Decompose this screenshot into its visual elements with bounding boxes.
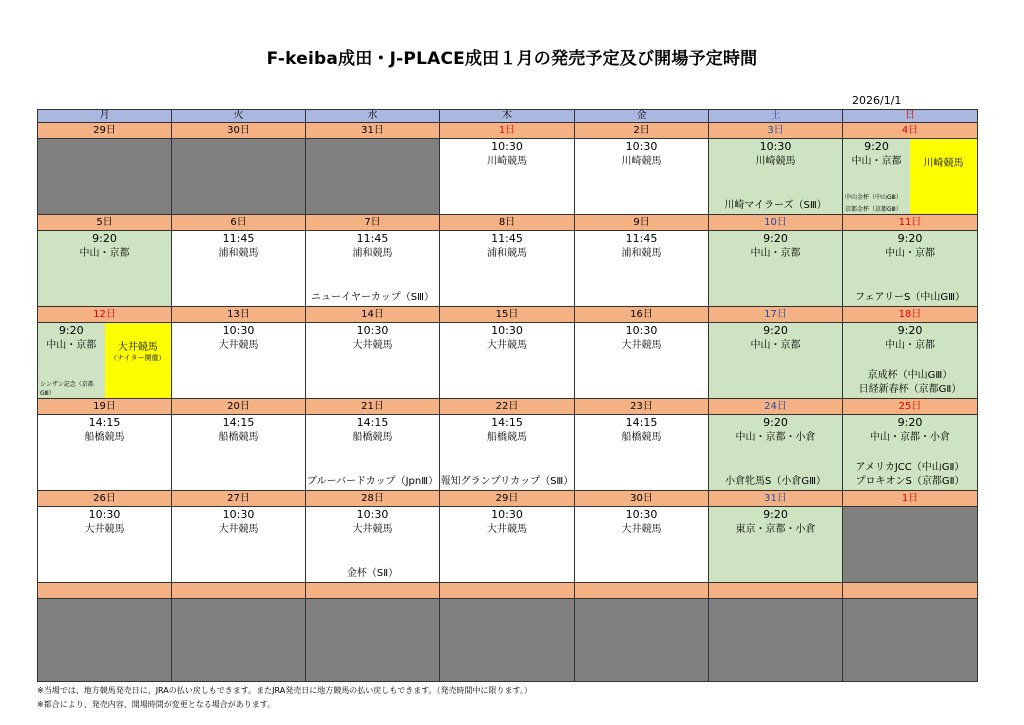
race-name: 小倉牝馬S（小倉GⅢ）: [725, 476, 826, 487]
day-number: 28日: [306, 491, 440, 507]
day-number: 10日: [709, 215, 843, 231]
schedule-cell: [306, 323, 440, 399]
schedule-cell: [440, 139, 575, 215]
issue-date: 2026/1/1: [852, 94, 902, 107]
closed-cell: [172, 139, 306, 215]
race-name: プロキオンS（京都GⅡ）: [855, 476, 965, 487]
venue: 中山・京都: [885, 248, 935, 259]
day-number: 3日: [709, 123, 843, 139]
day-number: 30日: [575, 491, 709, 507]
venue: 中山・京都: [750, 340, 801, 351]
closed-cell: [843, 599, 978, 682]
schedule-cell: [306, 415, 440, 491]
open-time: 10:30: [88, 508, 121, 521]
open-time: 9:20: [864, 140, 889, 153]
schedule-cell: [306, 231, 440, 307]
race-name: 中山金杯（中山GⅢ）: [845, 194, 902, 201]
day-number: 12日: [38, 307, 172, 323]
schedule-row: [38, 507, 978, 583]
schedule-cell: [440, 323, 575, 399]
closed-cell: [38, 599, 172, 682]
closed-cell: [306, 139, 440, 215]
schedule-cell: [575, 323, 709, 399]
day-number: [440, 583, 575, 599]
venue: 大井競馬: [352, 340, 393, 351]
day-number: 26日: [38, 491, 172, 507]
schedule-row: [38, 231, 978, 307]
venue: 大井競馬: [218, 524, 259, 535]
venue: 中山・京都・小倉: [870, 432, 950, 443]
weekday-tue: 火: [172, 110, 306, 123]
open-time: 10:30: [491, 324, 523, 337]
schedule-cell: [843, 323, 978, 399]
schedule-cell: [38, 507, 172, 583]
day-number: 5日: [38, 215, 172, 231]
schedule-cell: [38, 231, 172, 307]
open-time: 10:30: [625, 140, 658, 153]
venue-alt: 川崎競馬: [923, 158, 964, 169]
day-number-row: [38, 491, 978, 507]
schedule-cell: [172, 507, 306, 583]
day-number-row: [38, 215, 978, 231]
venue: 浦和競馬: [352, 248, 393, 259]
venue: 浦和競馬: [621, 248, 662, 259]
open-time: 11:45: [491, 232, 523, 245]
day-number: 30日: [172, 123, 306, 139]
open-time: 14:15: [222, 416, 255, 429]
race-name: 川崎マイラーズ（SⅢ）: [724, 200, 827, 211]
venue: 川崎競馬: [621, 156, 662, 167]
weekday-fri: 金: [575, 110, 709, 123]
day-number: 25日: [843, 399, 978, 415]
open-time: 10:30: [625, 508, 658, 521]
schedule-row: [38, 139, 978, 215]
closed-cell: [843, 507, 978, 583]
page-title: F-keiba成田・J-PLACE成田１月の発売予定及び開場予定時間: [266, 49, 758, 69]
day-number: 6日: [172, 215, 306, 231]
day-number: [709, 583, 843, 599]
open-time: 9:20: [897, 232, 923, 245]
day-number: [575, 583, 709, 599]
venue: 中山・京都: [885, 340, 935, 351]
weekday-mon: 月: [38, 110, 172, 123]
venue: 川崎競馬: [487, 156, 527, 167]
schedule-cell: [709, 323, 843, 399]
closed-cell: [306, 599, 440, 682]
race-name: フェアリーS（中山GⅢ）: [854, 292, 966, 303]
day-number: 18日: [843, 307, 978, 323]
schedule-cell: [575, 231, 709, 307]
schedule-cell: [575, 139, 709, 215]
venue: 大井競馬: [487, 340, 527, 351]
schedule-cell: [38, 415, 172, 491]
venue: 大井競馬: [621, 524, 662, 535]
venue: 船橋競馬: [352, 432, 393, 443]
day-number: 13日: [172, 307, 306, 323]
day-number-row: [38, 583, 978, 599]
day-number: [38, 583, 172, 599]
closed-cell: [38, 139, 172, 215]
schedule-cell: [440, 507, 575, 583]
open-time: 14:15: [88, 416, 121, 429]
day-number: 1日: [440, 123, 575, 139]
day-number-row: [38, 307, 978, 323]
schedule-cell: [709, 415, 843, 491]
venue: 川崎競馬: [755, 156, 796, 167]
day-number: 31日: [306, 123, 440, 139]
day-number-row: [38, 399, 978, 415]
open-time: 10:30: [356, 324, 389, 337]
race-name: 京成杯（中山GⅢ）: [867, 370, 953, 381]
day-number: 17日: [709, 307, 843, 323]
day-number: 24日: [709, 399, 843, 415]
day-number: [843, 583, 978, 599]
schedule-row: [38, 599, 978, 682]
open-time: 9:20: [897, 324, 923, 337]
schedule-row: [38, 323, 978, 399]
open-time: 10:30: [222, 324, 255, 337]
day-number: 29日: [38, 123, 172, 139]
day-number: 11日: [843, 215, 978, 231]
day-number: 1日: [843, 491, 978, 507]
open-time: 9:20: [897, 416, 923, 429]
weekday-wed: 水: [306, 110, 440, 123]
venue: 中山・京都: [750, 248, 801, 259]
open-time: 11:45: [625, 232, 658, 245]
schedule-cell: [575, 415, 709, 491]
open-time: 9:20: [92, 232, 117, 245]
schedule-cell: [709, 507, 843, 583]
schedule-row: [38, 415, 978, 491]
day-number: 8日: [440, 215, 575, 231]
day-number: 9日: [575, 215, 709, 231]
race-name: ブルーバードカップ（JpnⅢ）: [306, 476, 439, 487]
closed-cell: [709, 599, 843, 682]
weekday-header-row: [38, 110, 978, 123]
day-number: [172, 583, 306, 599]
day-number: 27日: [172, 491, 306, 507]
day-number: 7日: [306, 215, 440, 231]
open-time: 10:30: [356, 508, 389, 521]
race-name: シンザン記念（京都GⅢ）: [40, 381, 94, 397]
schedule-cell: [843, 139, 978, 215]
schedule-cell: [709, 139, 843, 215]
day-number: 2日: [575, 123, 709, 139]
open-time: 14:15: [491, 416, 523, 429]
venue: 大井競馬: [218, 340, 259, 351]
schedule-cell: [38, 323, 172, 399]
race-name: 日経新春杯（京都GⅡ）: [858, 384, 962, 395]
footnote: ※当場では、地方競馬発売日に、JRAの払い戻しもできます。またJRA発売日に地方競馬の払い戻しもできます。（発売時間中に限ります。）: [37, 686, 532, 695]
day-number: 21日: [306, 399, 440, 415]
weekday-sat: 土: [709, 110, 843, 123]
race-name: 金杯（SⅡ）: [346, 568, 399, 579]
day-number: 4日: [843, 123, 978, 139]
day-number: [306, 583, 440, 599]
open-time: 9:20: [763, 416, 788, 429]
race-name: ニューイヤーカップ（SⅢ）: [311, 292, 434, 303]
open-time: 10:30: [759, 140, 792, 153]
venue: 船橋競馬: [487, 432, 527, 443]
weekday-thu: 木: [440, 110, 575, 123]
closed-cell: [575, 599, 709, 682]
venue: 船橋競馬: [621, 432, 662, 443]
open-time: 11:45: [222, 232, 255, 245]
venue: 中山・京都: [79, 248, 130, 259]
closed-cell: [440, 599, 575, 682]
open-time: 10:30: [222, 508, 255, 521]
venue: 浦和競馬: [218, 248, 259, 259]
venue: 大井競馬: [352, 524, 393, 535]
schedule-cell: [306, 507, 440, 583]
schedule-cell: [172, 231, 306, 307]
day-number: 14日: [306, 307, 440, 323]
schedule-cell: [440, 415, 575, 491]
day-number-row: [38, 123, 978, 139]
open-time: 9:20: [763, 324, 788, 337]
venue: 大井競馬: [487, 524, 527, 535]
race-name: 京都金杯（京都GⅢ）: [845, 206, 902, 213]
open-time: 11:45: [356, 232, 389, 245]
venue: 中山・京都: [851, 156, 902, 167]
venue: 東京・京都・小倉: [735, 524, 816, 535]
schedule-cell: [709, 231, 843, 307]
open-time: 14:15: [356, 416, 389, 429]
venue: 浦和競馬: [487, 248, 527, 259]
footnote: ※都合により、発売内容、開場時間が変更となる場合があります。: [37, 700, 276, 709]
weekday-sun: 日: [843, 110, 978, 123]
schedule-cell: [172, 415, 306, 491]
venue: 大井競馬: [84, 524, 125, 535]
day-number: 19日: [38, 399, 172, 415]
schedule-cell: [843, 231, 978, 307]
open-time: 10:30: [491, 508, 523, 521]
open-time: 14:15: [625, 416, 658, 429]
race-name: アメリカJCC（中山GⅡ）: [855, 462, 965, 473]
schedule-cell: [843, 415, 978, 491]
open-time: 10:30: [625, 324, 658, 337]
venue: 船橋競馬: [84, 432, 125, 443]
footnotes: [37, 684, 532, 712]
open-time: 9:20: [58, 324, 84, 337]
day-number: 29日: [440, 491, 575, 507]
closed-cell: [172, 599, 306, 682]
venue-alt: 大井競馬: [117, 342, 158, 353]
open-time: 9:20: [763, 232, 788, 245]
schedule-cell: [172, 323, 306, 399]
day-number: 31日: [709, 491, 843, 507]
schedule-cell: [575, 507, 709, 583]
venue: 中山・京都・小倉: [735, 432, 816, 443]
schedule-cell: [440, 231, 575, 307]
venue: 船橋競馬: [218, 432, 259, 443]
open-time: 9:20: [763, 508, 788, 521]
day-number: 15日: [440, 307, 575, 323]
day-number: 16日: [575, 307, 709, 323]
day-number: 23日: [575, 399, 709, 415]
venue-alt-note: （ナイター開催）: [109, 354, 166, 362]
venue: 大井競馬: [621, 340, 662, 351]
calendar-table: [37, 109, 978, 682]
day-number: 22日: [440, 399, 575, 415]
day-number: 20日: [172, 399, 306, 415]
open-time: 10:30: [491, 140, 523, 153]
venue: 中山・京都: [46, 340, 97, 351]
race-name: 報知グランプリカップ（SⅢ）: [440, 476, 574, 487]
